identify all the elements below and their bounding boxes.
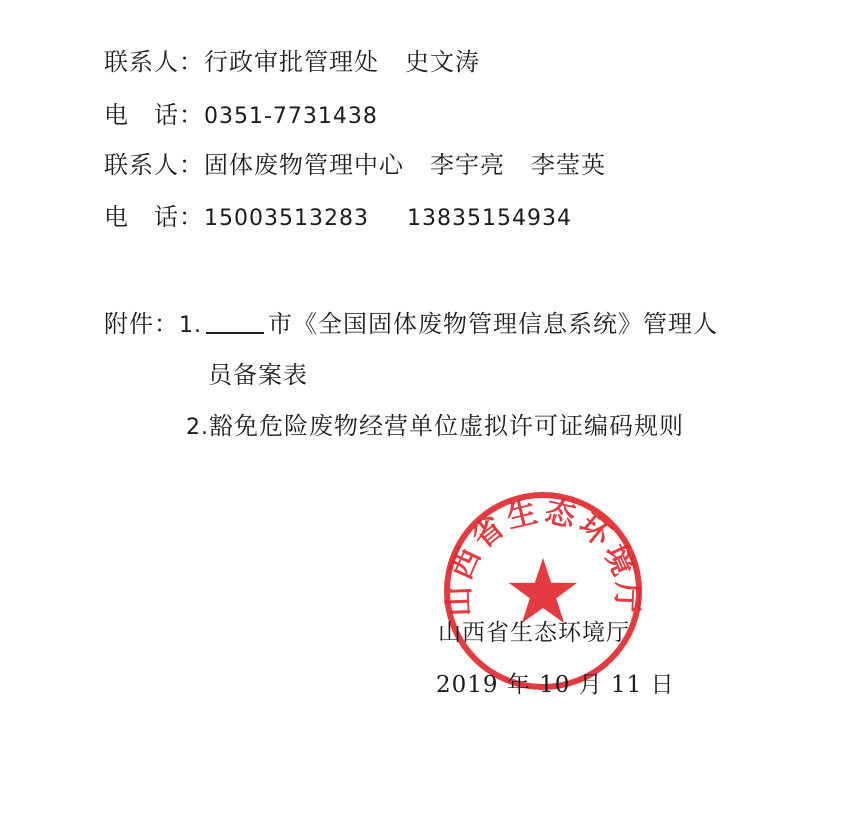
attachment-item-1-continued [208, 360, 308, 390]
seal-graphic [440, 488, 646, 694]
attachment-number: 2. [186, 415, 209, 440]
contact-person: 李莹英 [531, 151, 606, 179]
attachment-title: 豁免危险废物经营单位虚拟许可证编码规则 [209, 412, 684, 440]
seal-text: 山西省生态环境厅 [441, 493, 645, 618]
contact-person: 史文涛 [405, 48, 480, 76]
phone-number: 13835154934 [406, 206, 572, 231]
attachment-title: 市《全国固体废物管理信息系统》管理人 [268, 310, 718, 338]
contact-line-2 [104, 150, 606, 180]
phone-number: 0351-7731438 [204, 104, 378, 129]
attachment-number: 1. [179, 313, 202, 338]
attachment-title-continued: 员备案表 [208, 361, 308, 389]
phone-label: 电 话： [104, 101, 204, 129]
contact-department: 行政审批管理处 [204, 48, 379, 76]
issuing-organization: 山西省生态环境厅 [438, 620, 630, 646]
attachment-item-1 [104, 309, 718, 341]
contact-label: 联系人： [104, 151, 204, 179]
phone-label: 电 话： [104, 203, 204, 231]
seal-star-icon [509, 558, 577, 623]
official-seal [440, 488, 646, 694]
phone-number: 15003513283 [204, 206, 369, 231]
phone-line-2 [104, 202, 572, 234]
contact-line-1 [104, 47, 480, 77]
contact-department: 固体废物管理中心 [204, 151, 404, 179]
fill-in-blank [206, 312, 264, 334]
contact-person: 李宇亮 [430, 151, 505, 179]
issue-date: 2019 年 10 月 11 日 [436, 672, 675, 698]
contact-label: 联系人： [104, 48, 204, 76]
attachment-item-2 [186, 411, 684, 443]
attachments-label: 附件： [104, 310, 179, 338]
phone-line-1 [104, 100, 378, 132]
